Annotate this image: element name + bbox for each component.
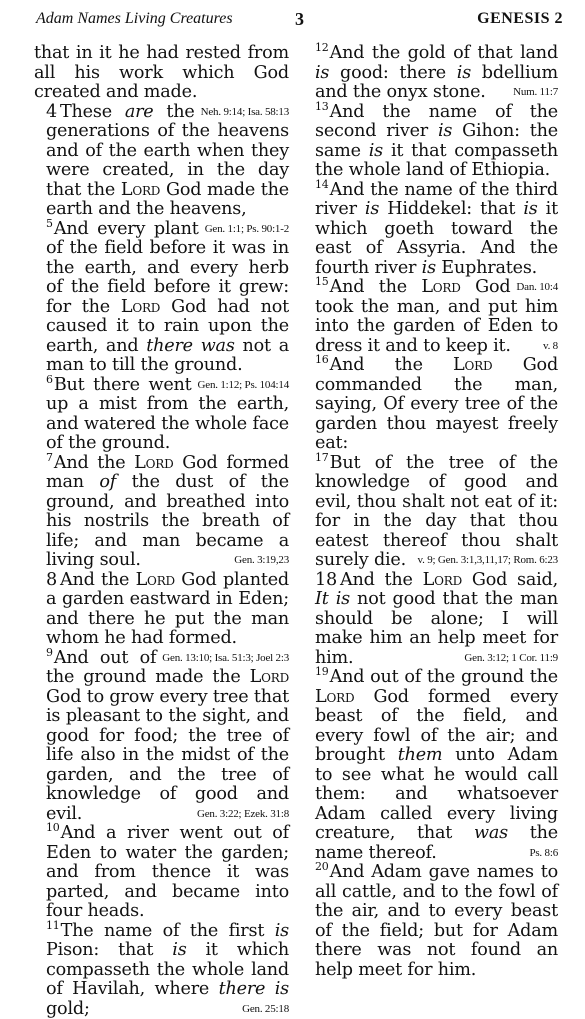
verse-v14 <box>303 181 558 279</box>
verse-text: And the <box>60 570 136 590</box>
italic-word: was <box>474 823 508 843</box>
verse-text: And the name of the second river <box>315 102 558 142</box>
verse-v4 <box>34 103 289 220</box>
verse-number: 6 <box>46 373 53 386</box>
verse-text: Euphrates. <box>436 258 537 278</box>
verse-text: the generations of the heavens and of the earth when they were created, in the day that the <box>46 102 289 200</box>
verse-v8 <box>34 571 289 649</box>
verse-text: Hiddekel: that <box>379 199 523 219</box>
verse-text: The name of the first <box>61 921 275 941</box>
verse-number: 14 <box>315 178 329 191</box>
verse-text: God had not caused it to rain upon the earth, and <box>46 297 289 356</box>
verse-number: 16 <box>315 353 329 366</box>
verse-text: But there went up a mist from the earth, and watered the whole face of the ground. <box>46 375 289 454</box>
verse-text: the dust of the ground, and breathed into his nostrils the breath of life; and man became a living soul. <box>46 472 289 570</box>
verse-v7 <box>34 454 289 571</box>
verse-text: And Adam gave names to all cattle, and to the fowl of the air, and to every beast of the field; but for Adam there was not found an help meet for him. <box>315 862 558 980</box>
italic-word: there was <box>146 336 234 356</box>
page-number: 3 <box>36 9 563 30</box>
italic-word: is <box>275 921 289 941</box>
verse-text: And the gold of that land <box>330 43 558 63</box>
verse-text: And the <box>54 453 134 473</box>
verse-number: 11 <box>46 919 60 932</box>
verse-text: God planted a garden eastward in Eden; and there he put the man whom he had formed. <box>46 570 289 649</box>
divine-name: Lord <box>136 570 175 590</box>
verse-text: And the <box>340 570 423 590</box>
divine-name: Lord <box>315 687 354 707</box>
cross-reference: Gen. 13:10; Isa. 51:3; Joel 2:3 <box>162 649 289 669</box>
verse-text: And out of the ground made the <box>46 648 250 688</box>
verse-text: These <box>60 102 125 122</box>
italic-word: is <box>315 63 329 83</box>
verse-text: it which compasseth the whole land of Havilah, where <box>46 940 289 999</box>
verse-number: 15 <box>315 275 329 288</box>
verse-text: good: there <box>329 63 457 83</box>
verse-text: And a river went out of Eden to water the garden; and from thence it was parted, and became into four heads. <box>46 823 289 921</box>
verse-v16 <box>303 356 558 454</box>
verse-text: God commanded the man, saying, Of every tree of the garden thou mayest freely eat: <box>315 355 558 453</box>
verse-text: But of the tree of the knowledge of good and evil, thou shalt not eat of it: for in the day that thou eatest thereof thou shalt surely die. <box>315 453 558 571</box>
cross-reference: Gen. 25:18 <box>242 1000 289 1019</box>
verse-text: And the name of the third river <box>315 180 558 220</box>
verse-v10 <box>34 824 289 922</box>
cross-reference: Gen. 1:12; Ps. 104:14 <box>198 376 289 396</box>
verse-number: 20 <box>315 860 329 873</box>
verse-text: gold; <box>46 999 90 1019</box>
cross-reference: Gen. 1:1; Ps. 90:1-2 <box>205 220 289 240</box>
italic-word: is <box>172 940 186 960</box>
verse-text: Pison: that <box>46 940 172 960</box>
cross-reference: Ps. 8:6 <box>529 844 558 864</box>
cross-reference: v. 8 <box>543 337 558 357</box>
verse-text: God took the man, and put him into the garden of Eden to dress it and to keep it. <box>315 277 558 356</box>
verse-number: 4 <box>46 102 57 122</box>
cross-reference: Neh. 9:14; Isa. 58:13 <box>201 103 289 123</box>
verse-number: 13 <box>315 100 329 113</box>
verse-v20 <box>303 863 558 980</box>
cross-reference: Num. 11:7 <box>513 83 558 103</box>
verse-text: God made the earth and the heavens, <box>46 180 289 220</box>
verse-number: 9 <box>46 646 53 659</box>
verse-text: God said, <box>462 570 558 590</box>
cross-reference: Gen. 3:12; 1 Cor. 11:9 <box>464 649 558 669</box>
verse-text: Gihon: the same <box>315 121 558 161</box>
divine-name: Lord <box>121 297 160 317</box>
verse-v5 <box>34 220 289 376</box>
italic-word: them <box>398 745 443 765</box>
verse-text: it that compasseth the whole land of Ethiopia. <box>315 141 558 181</box>
verse-v12 <box>303 44 558 103</box>
italic-word: there is <box>219 979 289 999</box>
italic-word: is <box>523 199 537 219</box>
verse-text: it which goeth toward the east of Assyria. And the fourth river <box>315 199 558 278</box>
verse-text: that in it he had rested from all his work which God created and made. <box>34 43 289 102</box>
verse-text: God formed man <box>46 453 289 493</box>
italic-word: of <box>99 472 116 492</box>
cross-reference: Gen. 3:22; Ezek. 31:8 <box>197 805 289 825</box>
verse-text: unto Adam to see what he would call them: and whatsoever Adam called every living creature, that <box>315 745 558 843</box>
running-header <box>36 10 563 36</box>
verse-text: not a man to till the ground. <box>46 336 289 376</box>
cross-reference: Dan. 10:4 <box>516 278 558 298</box>
verse-text: the name thereof. <box>315 823 558 863</box>
verse-v17 <box>303 454 558 571</box>
divine-name: Lord <box>421 277 460 297</box>
divine-name: Lord <box>121 180 160 200</box>
right-text-column <box>303 44 558 980</box>
verse-text: bdellium and the onyx stone. <box>315 63 558 103</box>
cross-reference: Gen. 3:19,23 <box>234 551 289 571</box>
divine-name: Lord <box>134 453 173 473</box>
verse-text: God formed every beast of the field, and every fowl of the air; and brought <box>315 687 558 766</box>
verse-number: 10 <box>46 821 60 834</box>
left-text-column <box>34 44 289 1019</box>
section-heading: Adam Names Living Creatures <box>36 10 233 28</box>
verse-number: 12 <box>315 41 329 54</box>
italic-word: is <box>365 199 379 219</box>
verse-text: And every plant of the field before it was in the earth, and every herb of the field before it grew: for the <box>46 219 289 317</box>
book-chapter-label: GENESIS 2 <box>477 10 563 28</box>
verse-v18 <box>303 571 558 669</box>
verse-v13 <box>303 103 558 181</box>
italic-word: is <box>369 141 383 161</box>
italic-word: is <box>422 258 436 278</box>
verse-text: And the <box>330 355 453 375</box>
verse-text: not good that the man should be alone; I will make him an help meet for him. <box>315 589 558 668</box>
verse-text: And the <box>330 277 422 297</box>
verse-v19 <box>303 668 558 863</box>
verse-number: 19 <box>315 665 329 678</box>
divine-name: Lord <box>250 667 289 687</box>
italic-word: is <box>457 63 471 83</box>
verse-text: God to grow every tree that is pleasant to the sight, and good for food; the tree of life also in the midst of the garden, and the tree of knowledge of good and evil. <box>46 687 289 824</box>
divine-name: Lord <box>453 355 492 375</box>
divine-name: Lord <box>423 570 462 590</box>
verse-v3c <box>34 44 289 103</box>
verse-number: 17 <box>315 451 329 464</box>
italic-word: are <box>125 102 154 122</box>
verse-number: 7 <box>46 451 53 464</box>
cross-reference: v. 9; Gen. 3:1,3,11,17; Rom. 6:23 <box>418 551 558 571</box>
verse-number: 8 <box>46 570 57 590</box>
verse-text: And out of the ground the <box>330 667 558 687</box>
verse-number: 5 <box>46 217 53 230</box>
italic-word: is <box>438 121 452 141</box>
verse-v11 <box>34 922 289 1019</box>
italic-word: It is <box>315 589 350 609</box>
verse-number: 18 <box>315 570 337 590</box>
verse-v9 <box>34 649 289 825</box>
